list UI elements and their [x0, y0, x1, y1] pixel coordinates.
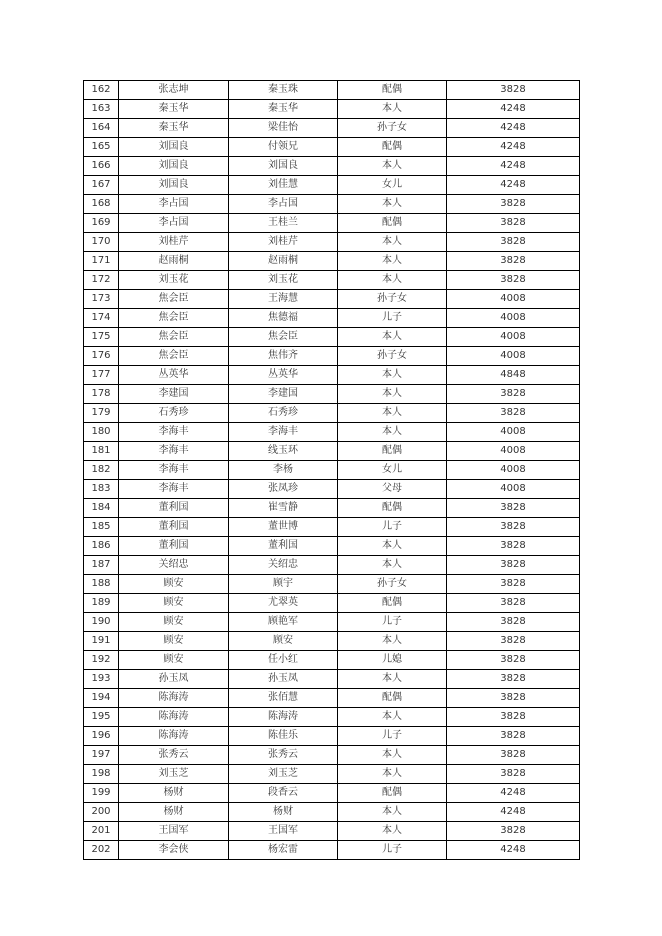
amount-cell: 3828: [447, 404, 580, 423]
household-head-cell: 刘国良: [119, 138, 229, 157]
member-name-cell: 顾艳军: [229, 613, 338, 632]
row-number-cell: 189: [84, 594, 119, 613]
row-number-cell: 169: [84, 214, 119, 233]
relation-cell: 本人: [338, 271, 447, 290]
relation-cell: 配偶: [338, 138, 447, 157]
table-row: [84, 746, 580, 765]
relation-cell: 本人: [338, 765, 447, 784]
row-number-cell: 185: [84, 518, 119, 537]
household-head-cell: 顾安: [119, 594, 229, 613]
table-row: [84, 309, 580, 328]
relation-cell: 本人: [338, 328, 447, 347]
row-number-cell: 168: [84, 195, 119, 214]
table-row: [84, 575, 580, 594]
amount-cell: 3828: [447, 689, 580, 708]
table-row: [84, 366, 580, 385]
amount-cell: 3828: [447, 708, 580, 727]
household-head-cell: 刘国良: [119, 176, 229, 195]
amount-cell: 4008: [447, 442, 580, 461]
row-number-cell: 194: [84, 689, 119, 708]
row-number-cell: 178: [84, 385, 119, 404]
amount-cell: 3828: [447, 727, 580, 746]
relation-cell: 本人: [338, 366, 447, 385]
row-number-cell: 162: [84, 81, 119, 100]
row-number-cell: 167: [84, 176, 119, 195]
member-name-cell: 李建国: [229, 385, 338, 404]
row-number-cell: 182: [84, 461, 119, 480]
member-name-cell: 秦玉珠: [229, 81, 338, 100]
member-name-cell: 张佰慧: [229, 689, 338, 708]
amount-cell: 3828: [447, 670, 580, 689]
member-name-cell: 任小红: [229, 651, 338, 670]
household-head-cell: 李会侠: [119, 841, 229, 860]
member-name-cell: 刘桂芹: [229, 233, 338, 252]
table-row: [84, 119, 580, 138]
household-head-cell: 李占国: [119, 214, 229, 233]
amount-cell: 3828: [447, 822, 580, 841]
relation-cell: 配偶: [338, 214, 447, 233]
row-number-cell: 181: [84, 442, 119, 461]
amount-cell: 3828: [447, 613, 580, 632]
amount-cell: 3828: [447, 594, 580, 613]
household-head-cell: 刘国良: [119, 157, 229, 176]
member-name-cell: 刘佳慧: [229, 176, 338, 195]
member-name-cell: 董利国: [229, 537, 338, 556]
row-number-cell: 192: [84, 651, 119, 670]
member-name-cell: 董世博: [229, 518, 338, 537]
relation-cell: 本人: [338, 746, 447, 765]
member-name-cell: 孙玉凤: [229, 670, 338, 689]
member-name-cell: 陈海涛: [229, 708, 338, 727]
table-row: [84, 81, 580, 100]
amount-cell: 3828: [447, 632, 580, 651]
household-head-cell: 秦玉华: [119, 100, 229, 119]
table-row: [84, 385, 580, 404]
household-head-cell: 焦会臣: [119, 347, 229, 366]
row-number-cell: 186: [84, 537, 119, 556]
member-name-cell: 张秀云: [229, 746, 338, 765]
amount-cell: 4248: [447, 138, 580, 157]
household-head-cell: 顾安: [119, 575, 229, 594]
household-head-cell: 李海丰: [119, 461, 229, 480]
table-row: [84, 784, 580, 803]
household-head-cell: 孙玉凤: [119, 670, 229, 689]
amount-cell: 4248: [447, 157, 580, 176]
relation-cell: 本人: [338, 822, 447, 841]
row-number-cell: 191: [84, 632, 119, 651]
relation-cell: 配偶: [338, 689, 447, 708]
relation-cell: 配偶: [338, 442, 447, 461]
household-head-cell: 董利国: [119, 499, 229, 518]
table-row: [84, 404, 580, 423]
row-number-cell: 165: [84, 138, 119, 157]
member-name-cell: 张凤珍: [229, 480, 338, 499]
amount-cell: 3828: [447, 214, 580, 233]
member-name-cell: 焦德福: [229, 309, 338, 328]
household-head-cell: 李海丰: [119, 423, 229, 442]
table-row: [84, 556, 580, 575]
row-number-cell: 179: [84, 404, 119, 423]
relation-cell: 本人: [338, 195, 447, 214]
amount-cell: 3828: [447, 518, 580, 537]
table-row: [84, 708, 580, 727]
household-head-cell: 石秀珍: [119, 404, 229, 423]
row-number-cell: 195: [84, 708, 119, 727]
household-head-cell: 李占国: [119, 195, 229, 214]
row-number-cell: 183: [84, 480, 119, 499]
household-head-cell: 秦玉华: [119, 119, 229, 138]
member-name-cell: 崔雪静: [229, 499, 338, 518]
household-head-cell: 杨财: [119, 803, 229, 822]
table-row: [84, 347, 580, 366]
member-name-cell: 关绍忠: [229, 556, 338, 575]
household-head-cell: 焦会臣: [119, 309, 229, 328]
amount-cell: 4008: [447, 347, 580, 366]
table-row: [84, 613, 580, 632]
member-name-cell: 付领兄: [229, 138, 338, 157]
table-row: [84, 689, 580, 708]
amount-cell: 4248: [447, 803, 580, 822]
row-number-cell: 198: [84, 765, 119, 784]
amount-cell: 4248: [447, 176, 580, 195]
amount-cell: 3828: [447, 651, 580, 670]
household-head-cell: 李海丰: [119, 480, 229, 499]
row-number-cell: 196: [84, 727, 119, 746]
table-row: [84, 727, 580, 746]
relation-cell: 女儿: [338, 176, 447, 195]
relation-cell: 儿子: [338, 727, 447, 746]
row-number-cell: 176: [84, 347, 119, 366]
household-head-cell: 陈海涛: [119, 708, 229, 727]
table-row: [84, 803, 580, 822]
relation-cell: 儿子: [338, 309, 447, 328]
amount-cell: 3828: [447, 385, 580, 404]
table-row: [84, 157, 580, 176]
household-head-cell: 刘桂芹: [119, 233, 229, 252]
relation-cell: 本人: [338, 556, 447, 575]
table-row: [84, 651, 580, 670]
row-number-cell: 197: [84, 746, 119, 765]
table-row: [84, 328, 580, 347]
household-head-cell: 焦会臣: [119, 328, 229, 347]
amount-cell: 4008: [447, 480, 580, 499]
relation-cell: 本人: [338, 670, 447, 689]
member-name-cell: 杨财: [229, 803, 338, 822]
table-row: [84, 841, 580, 860]
row-number-cell: 163: [84, 100, 119, 119]
member-name-cell: 李海丰: [229, 423, 338, 442]
amount-cell: 4248: [447, 100, 580, 119]
relation-cell: 儿子: [338, 841, 447, 860]
relation-cell: 本人: [338, 233, 447, 252]
amount-cell: 3828: [447, 765, 580, 784]
row-number-cell: 170: [84, 233, 119, 252]
member-name-cell: 顾宇: [229, 575, 338, 594]
relation-cell: 本人: [338, 252, 447, 271]
member-name-cell: 陈佳乐: [229, 727, 338, 746]
relation-cell: 孙子女: [338, 290, 447, 309]
row-number-cell: 193: [84, 670, 119, 689]
row-number-cell: 199: [84, 784, 119, 803]
table-row: [84, 765, 580, 784]
amount-cell: 4248: [447, 784, 580, 803]
table-body: [84, 81, 580, 860]
relation-cell: 孙子女: [338, 575, 447, 594]
row-number-cell: 200: [84, 803, 119, 822]
table-row: [84, 442, 580, 461]
relation-cell: 本人: [338, 708, 447, 727]
table-row: [84, 461, 580, 480]
amount-cell: 3828: [447, 499, 580, 518]
member-name-cell: 王国军: [229, 822, 338, 841]
member-name-cell: 尤翠英: [229, 594, 338, 613]
amount-cell: 3828: [447, 252, 580, 271]
table-row: [84, 822, 580, 841]
member-name-cell: 顾安: [229, 632, 338, 651]
household-head-cell: 陈海涛: [119, 689, 229, 708]
table-row: [84, 480, 580, 499]
household-head-cell: 杨财: [119, 784, 229, 803]
household-head-cell: 赵雨桐: [119, 252, 229, 271]
row-number-cell: 173: [84, 290, 119, 309]
amount-cell: 4008: [447, 423, 580, 442]
household-head-cell: 关绍忠: [119, 556, 229, 575]
table-row: [84, 594, 580, 613]
amount-cell: 3828: [447, 233, 580, 252]
member-name-cell: 梁佳怡: [229, 119, 338, 138]
data-table: [83, 80, 580, 860]
member-name-cell: 李杨: [229, 461, 338, 480]
relation-cell: 本人: [338, 423, 447, 442]
member-name-cell: 王桂兰: [229, 214, 338, 233]
relation-cell: 父母: [338, 480, 447, 499]
member-name-cell: 丛英华: [229, 366, 338, 385]
table-row: [84, 138, 580, 157]
row-number-cell: 202: [84, 841, 119, 860]
row-number-cell: 175: [84, 328, 119, 347]
table-row: [84, 271, 580, 290]
table-row: [84, 632, 580, 651]
relation-cell: 本人: [338, 404, 447, 423]
row-number-cell: 184: [84, 499, 119, 518]
row-number-cell: 166: [84, 157, 119, 176]
relation-cell: 儿子: [338, 613, 447, 632]
member-name-cell: 李占国: [229, 195, 338, 214]
household-head-cell: 张秀云: [119, 746, 229, 765]
relation-cell: 配偶: [338, 784, 447, 803]
member-name-cell: 焦会臣: [229, 328, 338, 347]
member-name-cell: 石秀珍: [229, 404, 338, 423]
amount-cell: 3828: [447, 271, 580, 290]
household-head-cell: 顾安: [119, 651, 229, 670]
row-number-cell: 177: [84, 366, 119, 385]
relation-cell: 配偶: [338, 499, 447, 518]
relation-cell: 本人: [338, 632, 447, 651]
amount-cell: 3828: [447, 556, 580, 575]
household-head-cell: 刘玉芝: [119, 765, 229, 784]
amount-cell: 4008: [447, 309, 580, 328]
member-name-cell: 段香云: [229, 784, 338, 803]
row-number-cell: 188: [84, 575, 119, 594]
household-head-cell: 董利国: [119, 518, 229, 537]
household-head-cell: 王国军: [119, 822, 229, 841]
table-row: [84, 100, 580, 119]
row-number-cell: 180: [84, 423, 119, 442]
amount-cell: 3828: [447, 81, 580, 100]
member-name-cell: 线玉环: [229, 442, 338, 461]
member-name-cell: 王海慧: [229, 290, 338, 309]
table-row: [84, 290, 580, 309]
amount-cell: 4248: [447, 119, 580, 138]
relation-cell: 本人: [338, 803, 447, 822]
row-number-cell: 187: [84, 556, 119, 575]
row-number-cell: 164: [84, 119, 119, 138]
amount-cell: 4008: [447, 290, 580, 309]
table-row: [84, 252, 580, 271]
relation-cell: 本人: [338, 537, 447, 556]
member-name-cell: 刘玉花: [229, 271, 338, 290]
member-name-cell: 焦伟齐: [229, 347, 338, 366]
amount-cell: 3828: [447, 537, 580, 556]
table-row: [84, 195, 580, 214]
row-number-cell: 174: [84, 309, 119, 328]
table-row: [84, 499, 580, 518]
household-head-cell: 李海丰: [119, 442, 229, 461]
amount-cell: 4848: [447, 366, 580, 385]
relation-cell: 儿子: [338, 518, 447, 537]
table-row: [84, 423, 580, 442]
relation-cell: 配偶: [338, 81, 447, 100]
household-head-cell: 陈海涛: [119, 727, 229, 746]
table-row: [84, 214, 580, 233]
table-row: [84, 537, 580, 556]
household-head-cell: 顾安: [119, 632, 229, 651]
household-head-cell: 顾安: [119, 613, 229, 632]
relation-cell: 女儿: [338, 461, 447, 480]
relation-cell: 配偶: [338, 594, 447, 613]
table-row: [84, 670, 580, 689]
household-head-cell: 丛英华: [119, 366, 229, 385]
row-number-cell: 172: [84, 271, 119, 290]
relation-cell: 本人: [338, 385, 447, 404]
member-name-cell: 秦玉华: [229, 100, 338, 119]
household-head-cell: 李建国: [119, 385, 229, 404]
household-head-cell: 刘玉花: [119, 271, 229, 290]
relation-cell: 本人: [338, 157, 447, 176]
member-name-cell: 刘国良: [229, 157, 338, 176]
amount-cell: 4008: [447, 328, 580, 347]
household-head-cell: 张志坤: [119, 81, 229, 100]
table-row: [84, 518, 580, 537]
table-row: [84, 176, 580, 195]
amount-cell: 4008: [447, 461, 580, 480]
household-head-cell: 焦会臣: [119, 290, 229, 309]
member-name-cell: 杨宏雷: [229, 841, 338, 860]
row-number-cell: 201: [84, 822, 119, 841]
row-number-cell: 171: [84, 252, 119, 271]
member-name-cell: 赵雨桐: [229, 252, 338, 271]
amount-cell: 3828: [447, 195, 580, 214]
member-name-cell: 刘玉芝: [229, 765, 338, 784]
relation-cell: 儿媳: [338, 651, 447, 670]
relation-cell: 本人: [338, 100, 447, 119]
amount-cell: 3828: [447, 575, 580, 594]
household-head-cell: 董利国: [119, 537, 229, 556]
amount-cell: 3828: [447, 746, 580, 765]
row-number-cell: 190: [84, 613, 119, 632]
table-row: [84, 233, 580, 252]
relation-cell: 孙子女: [338, 347, 447, 366]
amount-cell: 4248: [447, 841, 580, 860]
relation-cell: 孙子女: [338, 119, 447, 138]
